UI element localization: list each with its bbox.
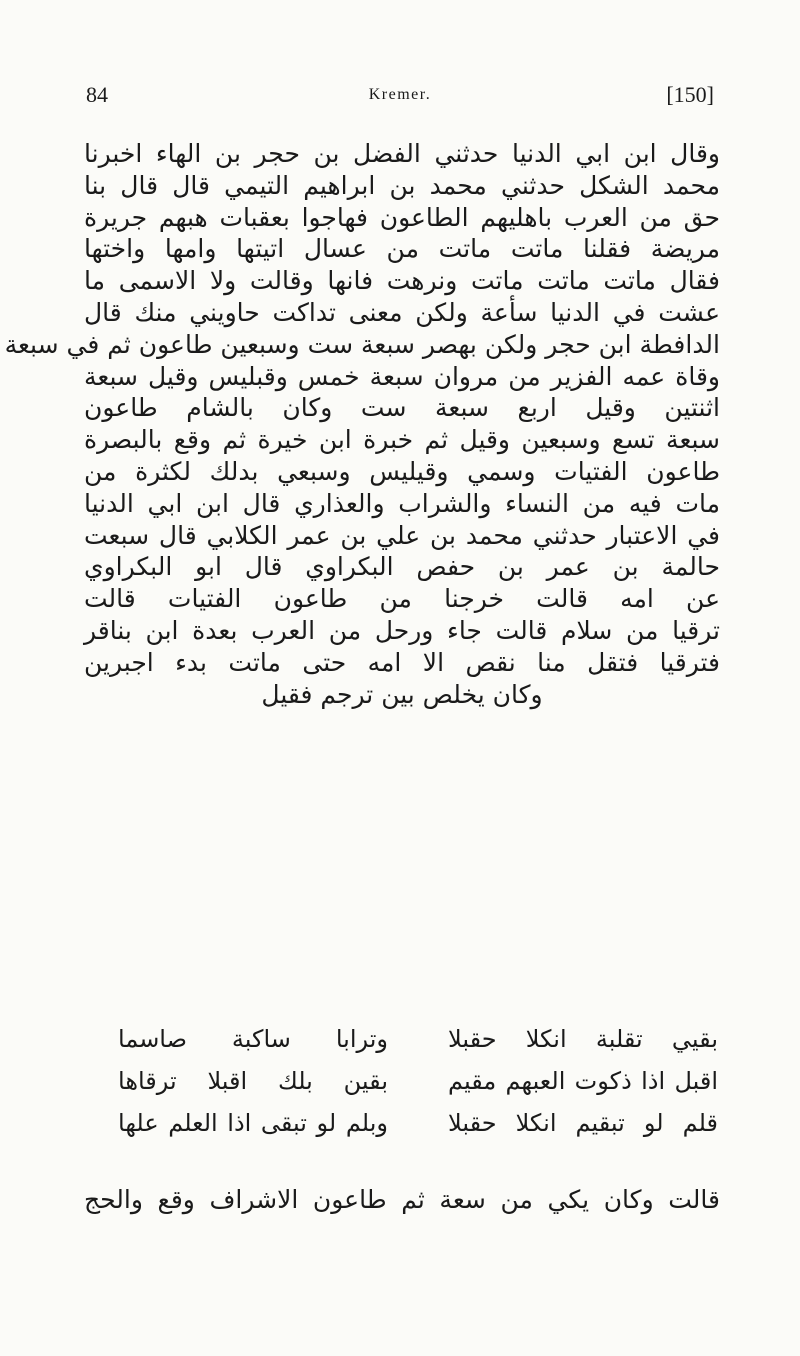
prose-line: مريضة فقلنا ماتت ماتت من عسال اتيتها وامها واختها: [84, 234, 720, 264]
hemistich-first: بقيي تقلبة انكلا حقبلا: [448, 1025, 718, 1053]
prose-line: حق من العرب باهليهم الطاعون فهاجوا بعقبات هبهم جريرة: [84, 202, 720, 232]
hemistich-second: وبلم لو تبقى اذا العلم علها: [118, 1109, 388, 1137]
verse-row: [118, 1018, 718, 1060]
prose-line: طاعون الفتيات وسمي وقيليس وسبعي بدلك لكثرة من: [84, 456, 720, 486]
prose-line: وقال ابن ابي الدنيا حدثني الفضل بن حجر بن الهاء اخبرنا: [84, 139, 720, 168]
verse-row: [118, 1060, 718, 1102]
prose-line: عن امه قالت خرجنا من طاعون الفتيات قالت: [84, 584, 720, 614]
prose-line: عشت في الدنيا سأعة ولكن معنى تداكت حاويني منك قال: [84, 297, 720, 327]
prose-line: محمد الشكل حدثني محمد بن ابراهيم التيمي قال قال بنا: [84, 170, 720, 200]
closing-line: قالت وكان يكي من سعة ثم طاعون الاشراف وقع والحج: [84, 1185, 720, 1214]
prose-line: مات فيه من النساء والشراب والعذاري قال ابن ابي الدنيا: [84, 488, 720, 518]
prose-line: سبعة تسع وسبعين وقيل ثم خبرة ابن خيرة ثم وقع بالبصرة: [84, 425, 720, 455]
hemistich-second: وترابا ساكبة صاسما: [118, 1025, 388, 1053]
prose-line: في الاعتبار حدثني محمد بن علي بن عمر الكلابي قال سبعت: [84, 520, 720, 550]
hemistich-second: بقين بلك اقبلا ترقاها: [118, 1067, 388, 1095]
page-number: 84: [86, 82, 108, 107]
prose-line: وكان يخلص بين ترجم فقيل: [261, 679, 543, 709]
section-number: [150]: [666, 82, 714, 107]
hemistich-first: قلم لو تبقيم انكلا حقبلا: [448, 1109, 718, 1137]
prose-line: ترقيا من سلام قالت جاء ورحل من العرب بعدة ابن بناقر: [84, 615, 720, 645]
prose-line: فقال ماتت ماتت ماتت ونرهت فانها وقالت ولا الاسمى ما: [84, 266, 720, 296]
prose-body: [4, 138, 720, 710]
verse-row: [118, 1102, 718, 1144]
prose-line: وقاة عمه الفزير من مروان سبعة خمس وقبليس وقيل سبعة: [84, 361, 720, 391]
running-head: [86, 82, 714, 112]
prose-line: الدافطة ابن حجر ولكن بهصر سبعة ست وسبعين طاعون ثم في سبعة: [4, 329, 720, 359]
prose-line: فترقيا فتقل منا نقص الا امه حتى ماتت بدء اجبرين: [84, 647, 720, 677]
hemistich-first: اقبل اذا ذكوت العبهم مقيم: [448, 1067, 718, 1095]
prose-line: حالمة بن عمر بن حفص البكراوي قال ابو البكراوي: [84, 552, 720, 582]
verse-block: [118, 1018, 718, 1144]
prose-line: اثنتين وقيل اربع سبعة ست وكان بالشام طاعون: [84, 393, 720, 423]
header-author: Kremer.: [368, 86, 432, 103]
